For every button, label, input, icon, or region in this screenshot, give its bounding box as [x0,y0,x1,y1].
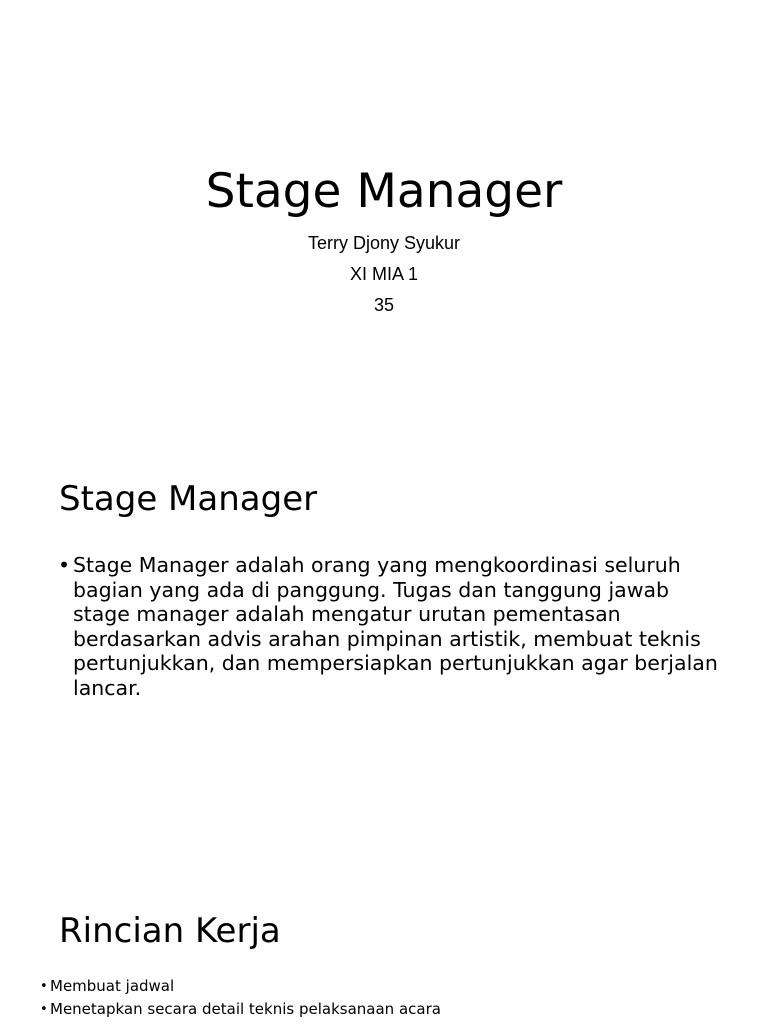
job-details-slide [0,864,768,1024]
list-item [40,975,740,998]
bullet-text: Stage Manager adalah orang yang mengkoordinasi seluruh bagian yang ada di panggung. Tugas dan tanggung jawab stage manager adalah mengatur urutan pementasan berdasarkan advis arahan pimpinan artistik, membuat teknis pertunjukkan, dan mempersiapkan pertunjukkan agar berjalan lancar. [73,553,718,700]
bullet-dot: • [40,1002,48,1017]
bullet-dot: • [40,979,48,994]
bullet-dot: • [58,553,71,577]
class-name: XI MIA 1 [349,264,419,284]
slide-heading: Rincian Kerja [59,911,281,951]
title-slide [0,0,768,432]
job-list [40,975,740,1021]
presentation-title: Stage Manager [205,164,563,219]
slide-heading: Stage Manager [59,479,318,519]
student-number: 35 [373,295,395,315]
list-item [40,998,740,1021]
list-item-text: Menetapkan secara detail teknis pelaksanaan acara [50,1000,441,1018]
definition-slide [0,432,768,864]
list-item-text: Membuat jadwal [50,977,175,995]
author-name: Terry Djony Syukur [307,233,461,253]
bullet-item [58,553,728,700]
